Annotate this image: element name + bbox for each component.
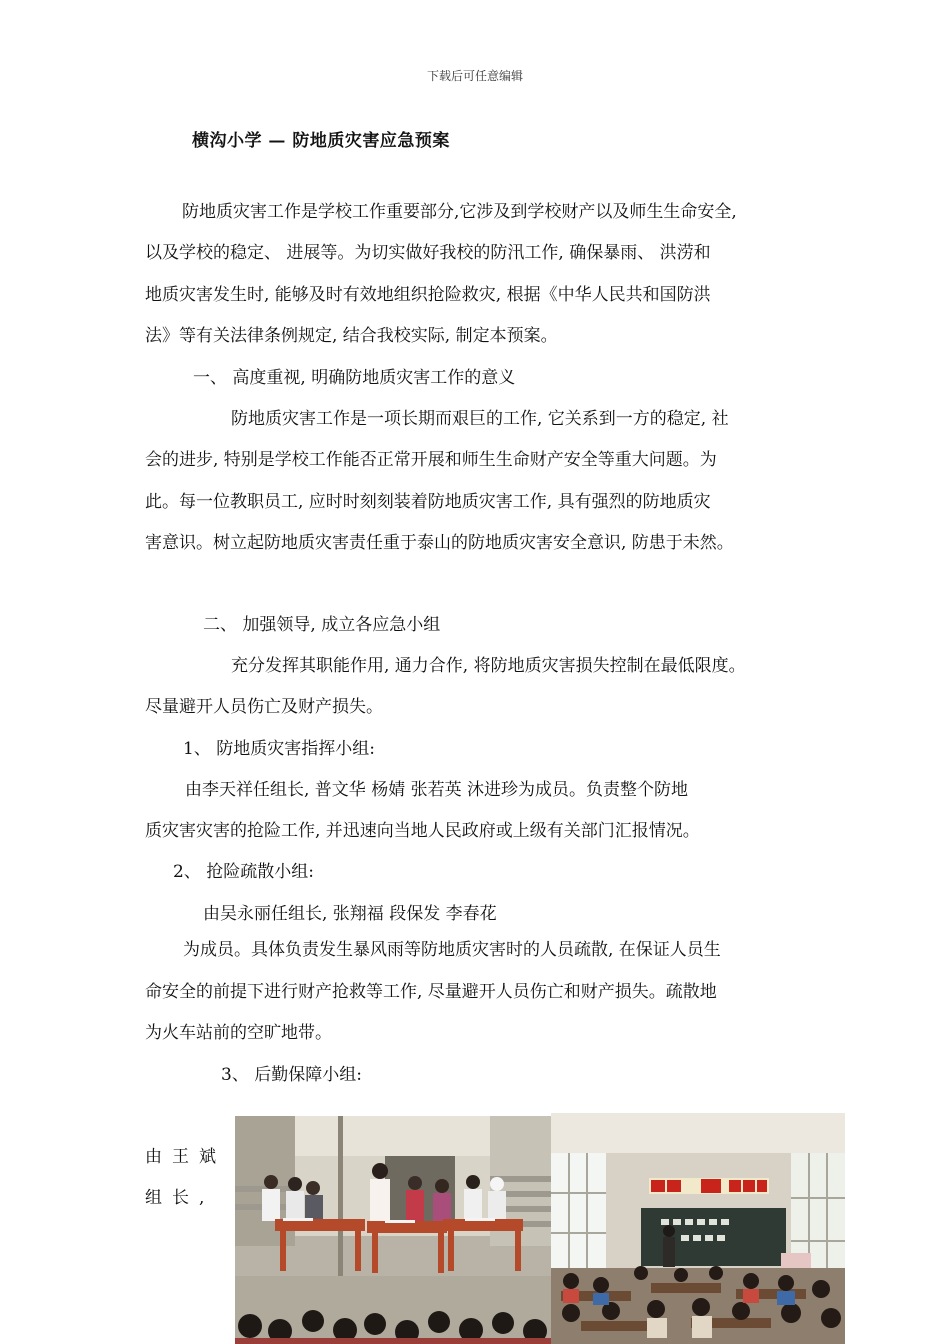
- document-title: 横沟小学 — 防地质灾害应急预案: [192, 131, 450, 151]
- section-line: 此。每一位教职员工, 应时时刻刻装着防地质灾害工作, 具有强烈的防地质灾: [145, 492, 711, 512]
- section-line: 会的进步, 特别是学校工作能否正常开展和师生生命财产安全等重大问题。为: [145, 450, 717, 470]
- intro-line: 以及学校的稳定、 进展等。为切实做好我校的防汛工作, 确保暴雨、 洪涝和: [145, 243, 711, 263]
- section-line: 害意识。树立起防地质灾害责任重于泰山的防地质灾害安全意识, 防患于未然。: [145, 533, 734, 553]
- group-heading: 3、 后勤保障小组:: [221, 1065, 362, 1085]
- classroom-photo: [551, 1113, 845, 1344]
- side-text: 由王斌: [145, 1147, 226, 1167]
- group-line: 由吴永丽任组长, 张翔福 段保发 李春花: [203, 904, 497, 924]
- side-text: 组长,: [145, 1188, 215, 1208]
- group-heading: 1、 防地质灾害指挥小组:: [183, 739, 375, 759]
- group-line: 质灾害灾害的抢险工作, 并迅速向当地人民政府或上级有关部门汇报情况。: [145, 821, 700, 841]
- page-header: 下载后可任意编辑: [426, 69, 523, 83]
- group-heading: 2、 抢险疏散小组:: [173, 862, 314, 882]
- section-line: 尽量避开人员伤亡及财产损失。: [145, 697, 383, 717]
- group-line: 命安全的前提下进行财产抢救等工作, 尽量避开人员伤亡和财产损失。疏散地: [145, 982, 717, 1002]
- intro-line: 防地质灾害工作是学校工作重要部分,它涉及到学校财产以及师生生命安全,: [182, 202, 737, 222]
- section-line: 防地质灾害工作是一项长期而艰巨的工作, 它关系到一方的稳定, 社: [231, 409, 729, 429]
- group-line: 为火车站前的空旷地带。: [145, 1023, 332, 1043]
- section-heading: 二、 加强领导, 成立各应急小组: [203, 615, 441, 635]
- section-line: 充分发挥其职能作用, 通力合作, 将防地质灾害损失控制在最低限度。: [231, 656, 746, 676]
- intro-line: 法》等有关法律条例规定, 结合我校实际, 制定本预案。: [145, 326, 558, 346]
- intro-line: 地质灾害发生时, 能够及时有效地组织抢险救灾, 根据《中华人民共和国防洪: [145, 285, 711, 305]
- assembly-photo: [235, 1116, 551, 1344]
- section-heading: 一、 高度重视, 明确防地质灾害工作的意义: [193, 368, 516, 388]
- group-line: 由李天祥任组长, 普文华 杨婧 张若英 沐进珍为成员。负责整个防地: [185, 780, 689, 800]
- group-line: 为成员。具体负责发生暴风雨等防地质灾害时的人员疏散, 在保证人员生: [183, 940, 721, 960]
